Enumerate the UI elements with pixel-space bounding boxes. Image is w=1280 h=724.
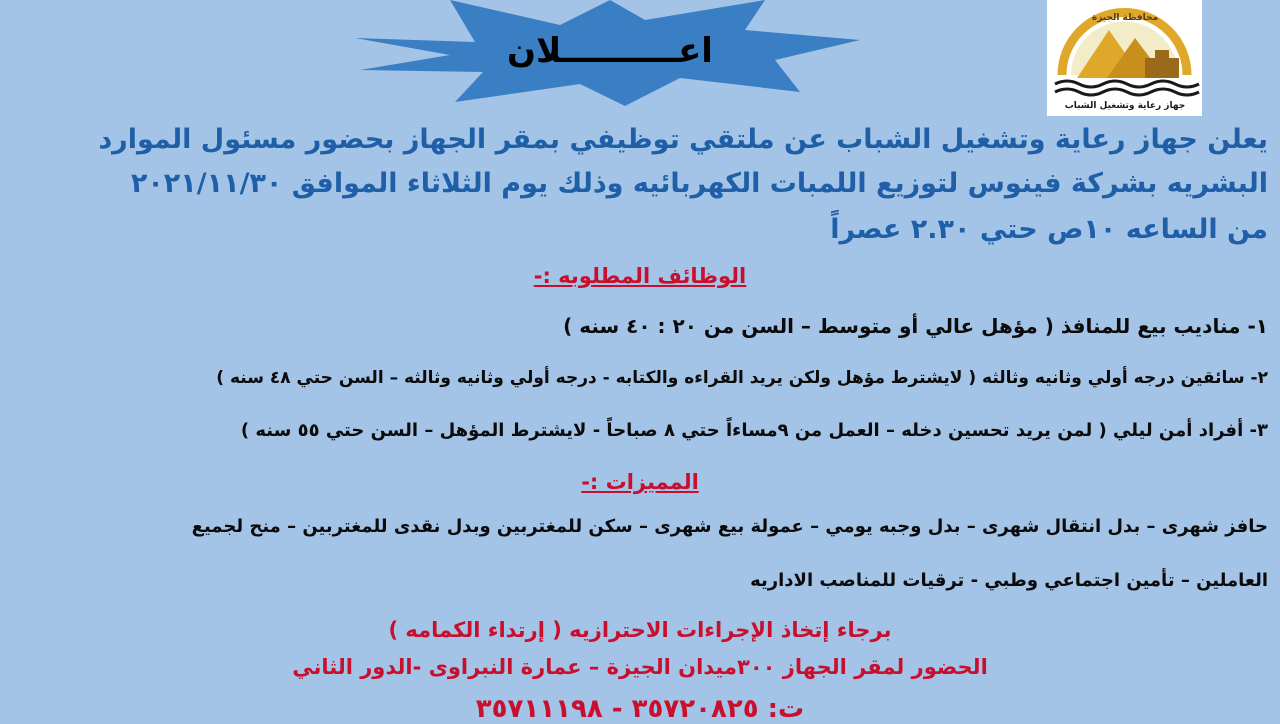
benefits-line-2: العاملين – تأمين اجتماعي وطبي - ترقيات للمناصب الاداريه [750,570,1268,591]
intro-line-1: يعلن جهاز رعاية وتشغيل الشباب عن ملتقي توظيفي بمقر الجهاز بحضور مسئول الموارد [98,124,1268,155]
job-item-1: ١- مناديب بيع للمنافذ ( مؤهل عالي أو متوسط – السن من ٢٠ : ٤٠ سنه ) [563,314,1268,338]
precautions-notice: برجاء إتخاذ الإجراءات الاحترازيه ( إرتداء الكمامه ) [388,618,892,642]
intro-line-2: البشريه بشركة فينوس لتوزيع اللمبات الكهربائيه وذلك يوم الثلاثاء الموافق ٢٠٢١/١١/٣٠ [130,168,1268,199]
address-line: الحضور لمقر الجهاز ٣٠٠ميدان الجيزة – عمارة النبراوى -الدور الثاني [292,655,988,679]
logo-top-text: محافظة الجيزة [1091,13,1159,23]
jobs-heading: الوظائف المطلوبه :- [533,264,747,288]
announcement-starburst [355,0,865,106]
youth-agency-logo [1047,0,1202,116]
benefits-heading: المميزات :- [581,470,699,494]
intro-line-3: من الساعه ١٠ص حتي ٢.٣٠ عصراً [830,214,1268,245]
logo-emblem-icon [1047,0,1202,116]
benefits-line-1: حافز شهرى – بدل انتقال شهرى – بدل وجبه يومي – عمولة بيع شهرى – سكن للمغتربين وبدل نقدى للمغتربين – منح لجميع [191,516,1268,537]
phone-numbers: ت: ٣٥٧٢٠٨٢٥ - ٣٥٧١١١٩٨ [475,694,805,724]
announcement-label: اعــــــــــلان [507,31,713,71]
logo-bottom-text: جهاز رعاية وتشغيل الشباب [1064,101,1186,111]
job-item-3: ٣- أفراد أمن ليلي ( لمن يريد تحسين دخله – العمل من ٩مساءاً حتي ٨ صباحاً - لايشترط المؤهل – السن حتي ٥٥ سنه ) [240,420,1268,441]
job-item-2: ٢- سائقين درجه أولي وثانيه وثالثه ( لايشترط مؤهل ولكن يريد القراءه والكتابه - درجه أولي وثانيه وثالثه – السن حتي ٤٨ سنه ) [216,368,1268,388]
